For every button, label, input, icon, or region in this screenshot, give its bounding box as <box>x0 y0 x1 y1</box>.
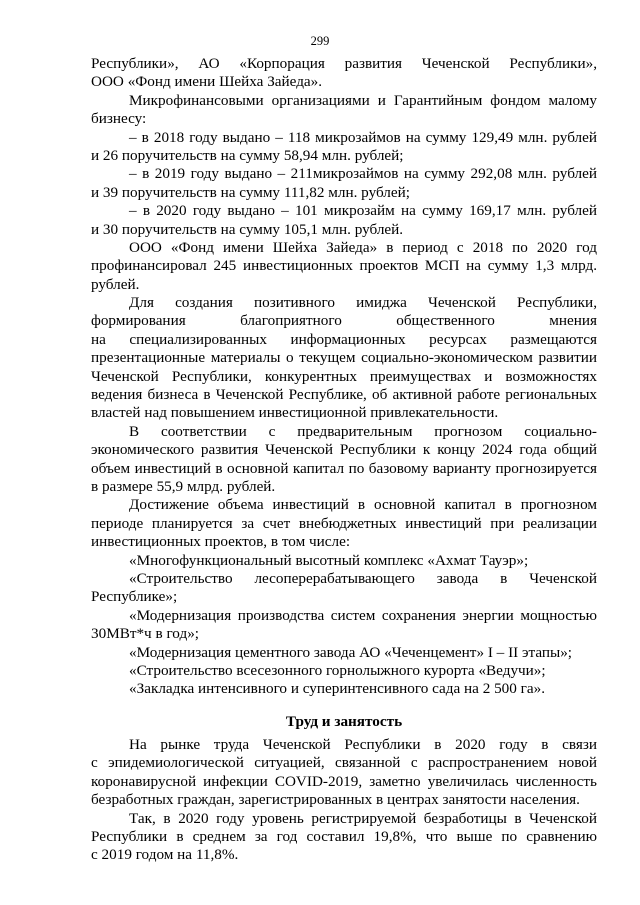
text-line: властей над повышением инвестиционной привлекательности. <box>91 404 499 422</box>
text-line: Республике»; <box>91 588 178 606</box>
section-heading: Труд и занятость <box>285 712 403 730</box>
text-line: с эпидемиологической ситуацией, связанной с распространением новой <box>91 754 597 772</box>
text-line: и 26 поручительств на сумму 58,94 млн. рублей; <box>91 146 404 164</box>
text-line: «Многофункциональный высотный комплекс «Ахмат Тауэр»; <box>129 551 529 569</box>
text-line: ООО «Фонд имени Шейха Зайеда». <box>91 73 323 91</box>
text-line: объем инвестиций в основной капитал по базовому варианту прогнозируется <box>91 459 597 477</box>
text-line: на специализированных информационных ресурсах размещаются <box>91 330 597 348</box>
text-line: ООО «Фонд имени Шейха Зайеда» в период с 2018 по 2020 год <box>129 238 597 256</box>
text-line: формирования благоприятного общественного мнения <box>91 312 597 330</box>
page-number: 299 <box>310 34 330 48</box>
text-line: бизнесу: <box>91 110 147 128</box>
text-line: «Модернизация цементного завода АО «Чеченцемент» I – II этапы»; <box>129 643 573 661</box>
text-line: с 2019 годом на 11,8%. <box>91 846 239 864</box>
text-line: коронавирусной инфекции COVID-2019, заметно увеличилась численность <box>91 772 597 790</box>
text-line: и 39 поручительств на сумму 111,82 млн. рублей; <box>91 183 410 201</box>
text-line: периоде планируется за счет внебюджетных инвестиций при реализации <box>91 514 597 532</box>
text-line: рублей. <box>91 275 140 293</box>
text-line: и 30 поручительств на сумму 105,1 млн. рублей. <box>91 220 404 238</box>
text-line: Микрофинансовыми организациями и Гарантийным фондом малому <box>129 91 597 109</box>
text-line: в размере 55,9 млрд. рублей. <box>91 477 276 495</box>
text-line: 30МВт*ч в год»; <box>91 625 200 643</box>
text-line: экономического развития Чеченской Республики к концу 2024 года общий <box>91 441 597 459</box>
text-line: «Строительство всесезонного горнолыжного курорта «Ведучи»; <box>129 661 546 679</box>
document-body <box>91 55 597 865</box>
text-line: презентационные материалы о текущем социально-экономическом развитии <box>91 349 597 367</box>
text-line: ведения бизнеса в Чеченской Республике, об активной работе региональных <box>91 386 597 404</box>
text-line: В соответствии с предварительным прогнозом социально- <box>129 422 597 440</box>
text-line: На рынке труда Чеченской Республики в 2020 году в связи <box>129 736 597 754</box>
text-line: Чеченской Республики, конкурентных преимуществах и возможностях <box>91 367 597 385</box>
text-line: «Строительство лесоперерабатывающего завода в Чеченской <box>129 569 597 587</box>
text-line: профинансировал 245 инвестиционных проектов МСП на сумму 1,3 млрд. <box>91 257 597 275</box>
text-line: – в 2018 году выдано – 118 микрозаймов на сумму 129,49 млн. рублей <box>129 128 597 146</box>
text-line: безработных граждан, зарегистрированных в центрах занятости населения. <box>91 791 580 809</box>
text-line: Республики», АО «Корпорация развития Чеченской Республики», <box>91 55 597 72</box>
text-line: Так, в 2020 году уровень регистрируемой безработицы в Чеченской <box>129 809 597 827</box>
text-line: «Модернизация производства систем сохранения энергии мощностью <box>129 606 597 624</box>
text-line: «Закладка интенсивного и суперинтенсивного сада на 2 500 га». <box>129 680 546 698</box>
text-line: Республики в среднем за год составил 19,8%, что выше по сравнению <box>91 828 597 846</box>
text-line: инвестиционных проектов, в том числе: <box>91 533 351 551</box>
text-line: – в 2019 году выдано – 211микрозаймов на сумму 292,08 млн. рублей <box>129 165 597 183</box>
text-line: Для создания позитивного имиджа Чеченской Республики, <box>129 294 597 312</box>
text-line: Достижение объема инвестиций в основной капитал в прогнозном <box>129 496 597 514</box>
text-line: – в 2020 году выдано – 101 микрозайм на сумму 169,17 млн. рублей <box>129 202 597 220</box>
